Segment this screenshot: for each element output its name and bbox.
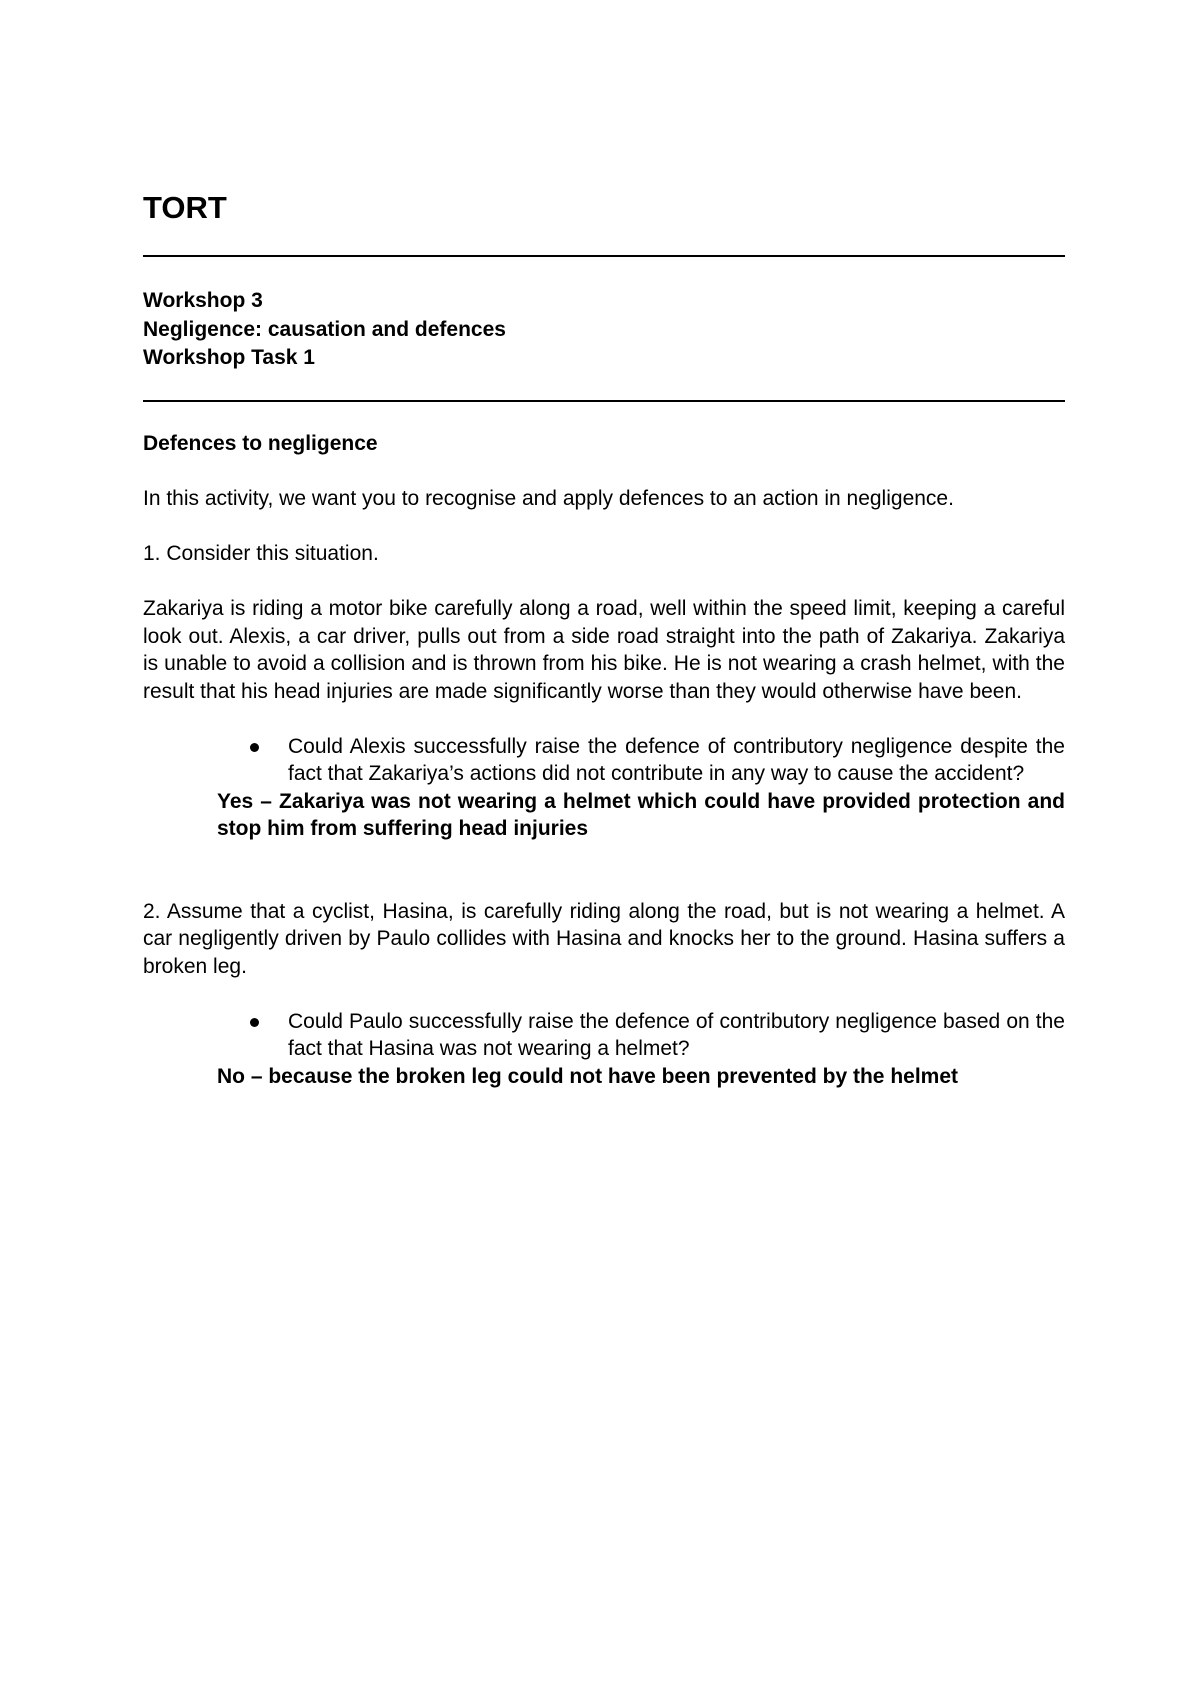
top-divider <box>143 255 1065 257</box>
bullet-icon <box>250 743 259 752</box>
workshop-header <box>143 287 506 373</box>
document-title: TORT <box>143 190 227 225</box>
question-1-text: Could Alexis successfully raise the defence of contributory negligence despite the fact that Zakariya’s actions did not contribute in any way to cause the accident? <box>288 734 1065 785</box>
document-body <box>143 430 1065 1090</box>
workshop-number: Workshop 3 <box>143 289 263 312</box>
workshop-task: Workshop Task 1 <box>143 346 315 369</box>
question-2-answer: No – because the broken leg could not have been prevented by the helmet <box>217 1064 959 1088</box>
question-2-bullet <box>288 1008 1065 1063</box>
question-2-text: Could Paulo successfully raise the defence of contributory negligence based on the fact that Hasina was not wearing a helmet? <box>288 1009 1065 1060</box>
spacer <box>143 843 1065 898</box>
bullet-icon <box>250 1018 259 1027</box>
header-divider <box>143 400 1065 402</box>
question-1-bullet <box>288 733 1065 788</box>
question-2-scenario: 2. Assume that a cyclist, Hasina, is carefully riding along the road, but is not wearing a helmet. A car negligently driven by Paulo collides with Hasina and knocks her to the ground. Hasina suffers a broken leg. <box>143 899 1065 978</box>
question-1-prompt: 1. Consider this situation. <box>143 542 379 565</box>
intro-paragraph: In this activity, we want you to recognise and apply defences to an action in negligence. <box>143 487 954 510</box>
question-1-answer: Yes – Zakariya was not wearing a helmet which could have provided protection and stop him from suffering head injuries <box>217 789 1065 840</box>
section-title: Defences to negligence <box>143 432 378 455</box>
workshop-topic: Negligence: causation and defences <box>143 317 506 341</box>
question-1-scenario: Zakariya is riding a motor bike carefully along a road, well within the speed limit, keeping a careful look out. Alexis, a car driver, pulls out from a side road straight into the path of Zakariya. Zakariya is unable to avoid a collision and is thrown from his bike. He is not wearing a crash helmet, with the result that his head injuries are made significantly worse than they would otherwise have been. <box>143 597 1065 703</box>
